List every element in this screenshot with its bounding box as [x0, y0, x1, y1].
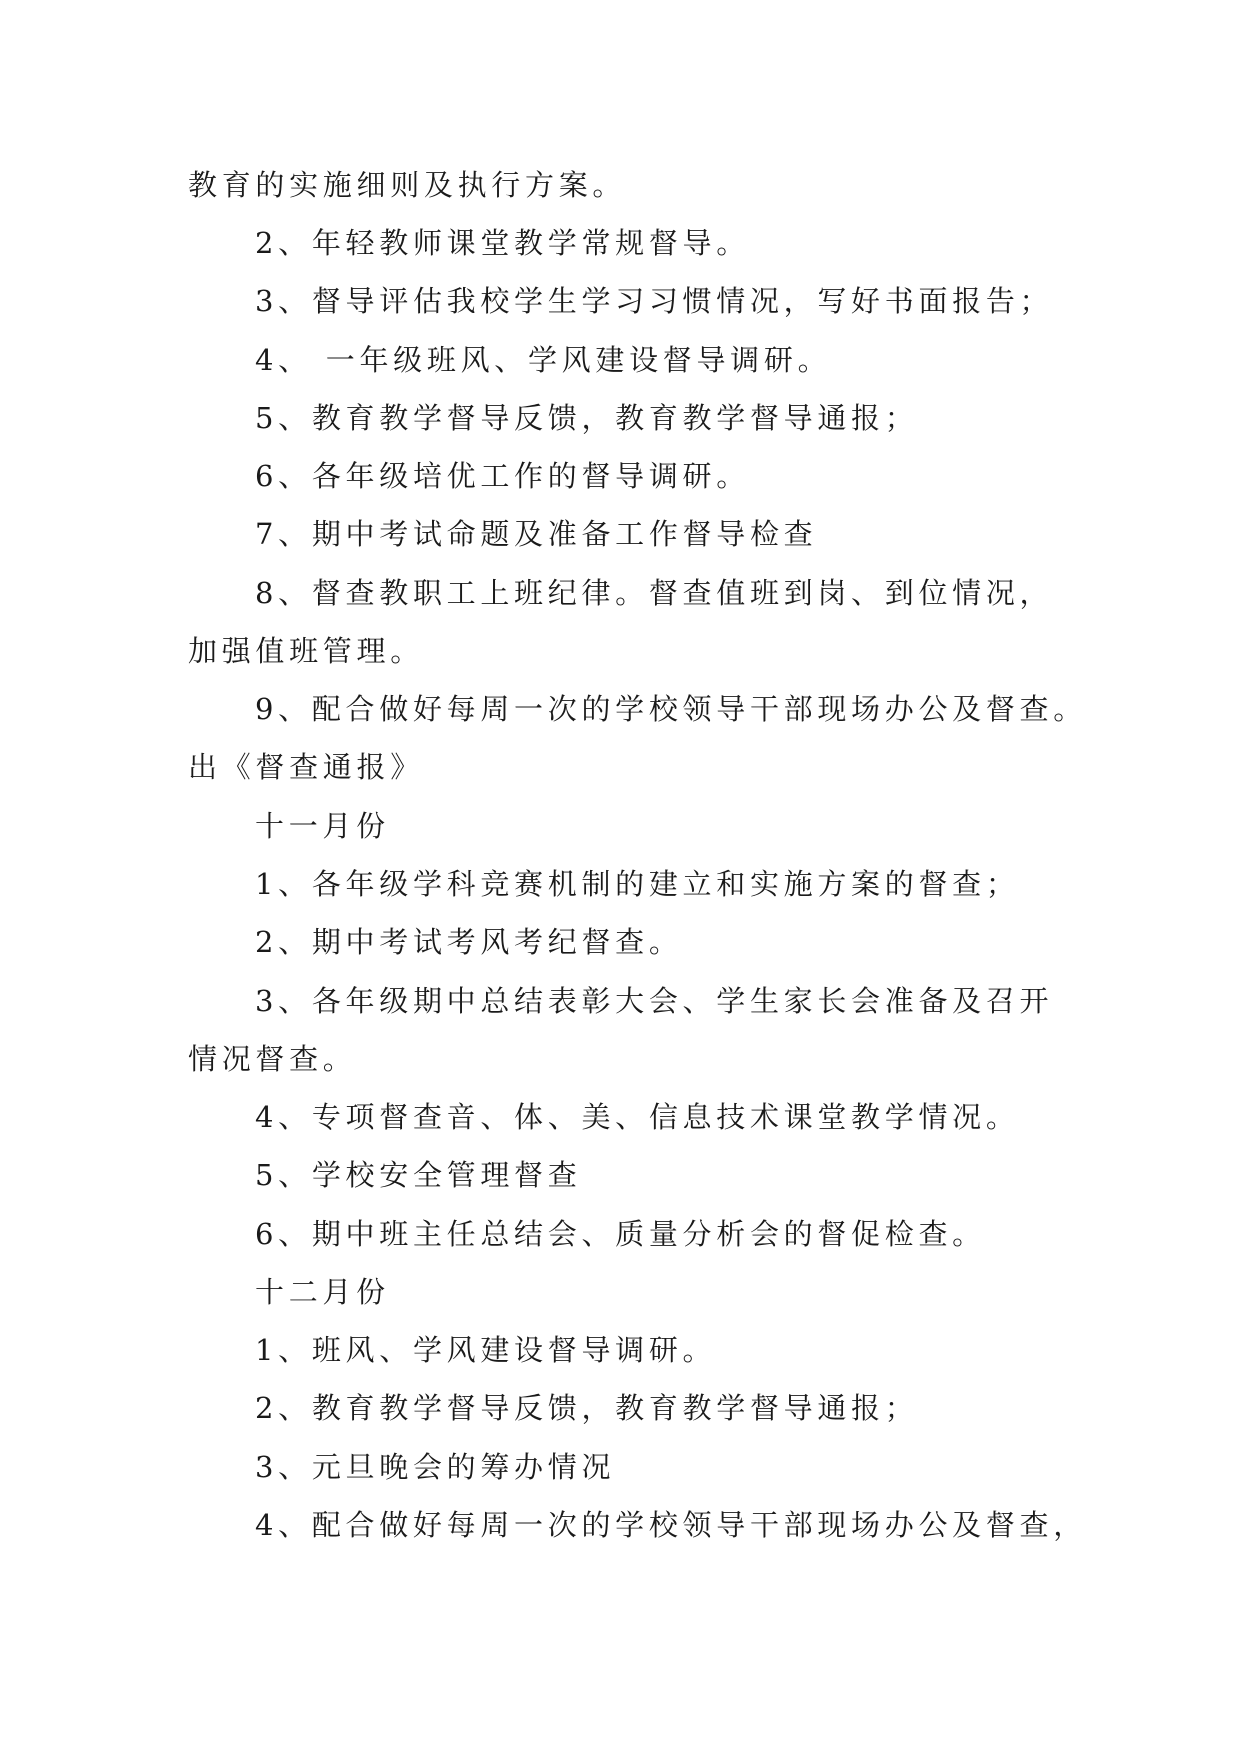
text-line: 1、班风、学风建设督导调研。: [255, 1333, 717, 1367]
text-line: 7、期中考试命题及准备工作督导检查: [255, 517, 818, 551]
text-line: 9、配合做好每周一次的学校领导干部现场办公及督查。: [255, 692, 1087, 726]
section-heading: 十二月份: [255, 1275, 390, 1309]
text-line: 3、各年级期中总结表彰大会、学生家长会准备及召开: [255, 984, 1054, 1018]
text-line: 5、教育教学督导反馈，教育教学督导通报；: [255, 401, 919, 435]
text-line: 教育的实施细则及执行方案。: [188, 168, 627, 202]
text-line: 6、期中班主任总结会、质量分析会的督促检查。: [255, 1217, 986, 1251]
text-line: 2、教育教学督导反馈，教育教学督导通报；: [255, 1391, 919, 1425]
text-line: 2、期中考试考风考纪督查。: [255, 925, 683, 959]
text-line: 4、 一年级班风、学风建设督导调研。: [255, 343, 832, 377]
text-line: 4、配合做好每周一次的学校领导干部现场办公及督查，: [255, 1508, 1087, 1542]
text-line: 加强值班管理。: [188, 634, 424, 668]
text-line: 1、各年级学科竞赛机制的建立和实施方案的督查；: [255, 867, 1020, 901]
text-line: 4、专项督查音、体、美、信息技术课堂教学情况。: [255, 1100, 1020, 1134]
text-line: 2、年轻教师课堂教学常规督导。: [255, 226, 750, 260]
text-line: 3、督导评估我校学生学习习惯情况，写好书面报告；: [255, 284, 1054, 318]
text-line: 出《督查通报》: [188, 750, 424, 784]
text-line: 情况督查。: [188, 1042, 357, 1076]
section-heading: 十一月份: [255, 809, 390, 843]
text-line: 5、学校安全管理督查: [255, 1158, 582, 1192]
text-line: 3、元旦晚会的筹办情况: [255, 1450, 616, 1484]
text-line: 8、督查教职工上班纪律。督查值班到岗、到位情况，: [255, 576, 1054, 610]
text-line: 6、各年级培优工作的督导调研。: [255, 459, 750, 493]
